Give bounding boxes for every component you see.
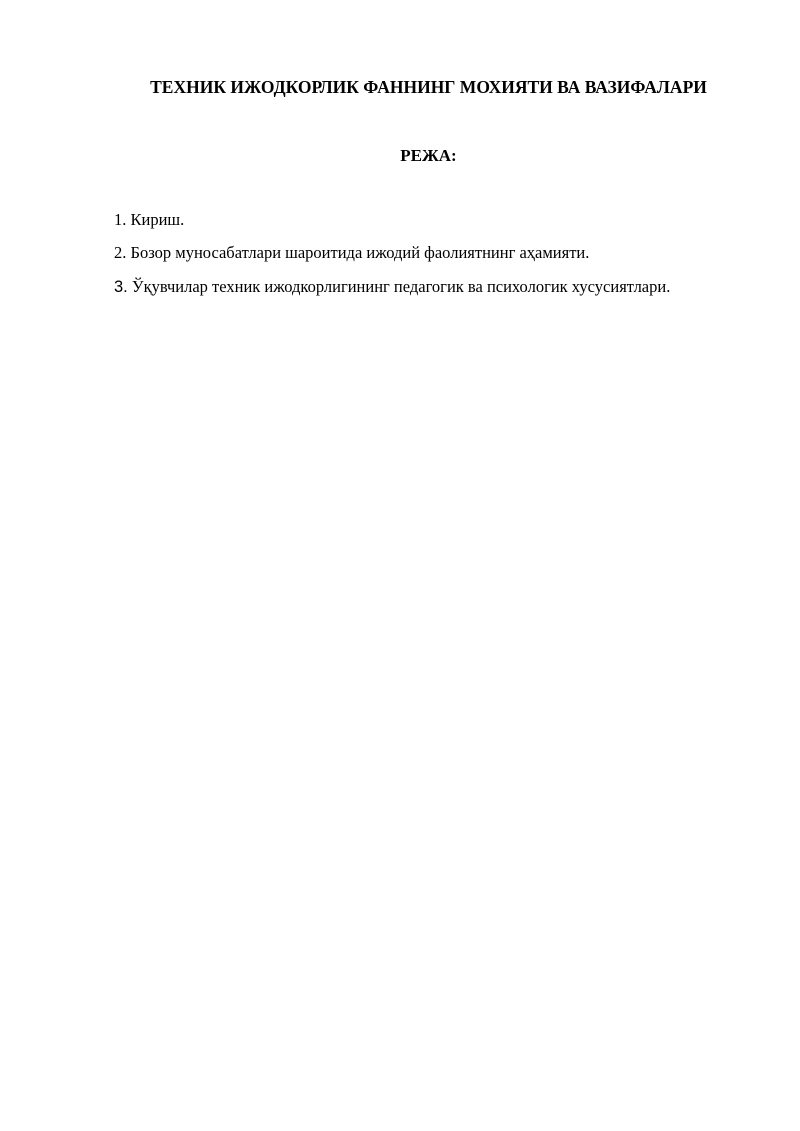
plan-item-text: Кириш. [130, 210, 185, 229]
document-title: ТЕХНИК ИЖОДКОРЛИК ФАННИНГ МОХИЯТИ ВА ВАЗИФАЛАРИ [150, 77, 707, 97]
plan-item-text: Бозор муносабатлари шароитида ижодий фаолиятнинг аҳамияти. [130, 243, 590, 262]
plan-item-number: 1. [114, 210, 127, 229]
plan-item-number: 2. [114, 243, 127, 262]
plan-item-3 [114, 270, 742, 304]
plan-item-1 [114, 208, 742, 232]
plan-list [114, 208, 742, 313]
plan-item-text: Ўқувчилар техник ижодкорлигининг педагогик ва психологик хусусиятлари. [131, 277, 671, 296]
plan-heading: РЕЖА: [400, 146, 457, 165]
plan-item-2 [114, 241, 742, 265]
plan-item-number: 3. [114, 278, 128, 296]
